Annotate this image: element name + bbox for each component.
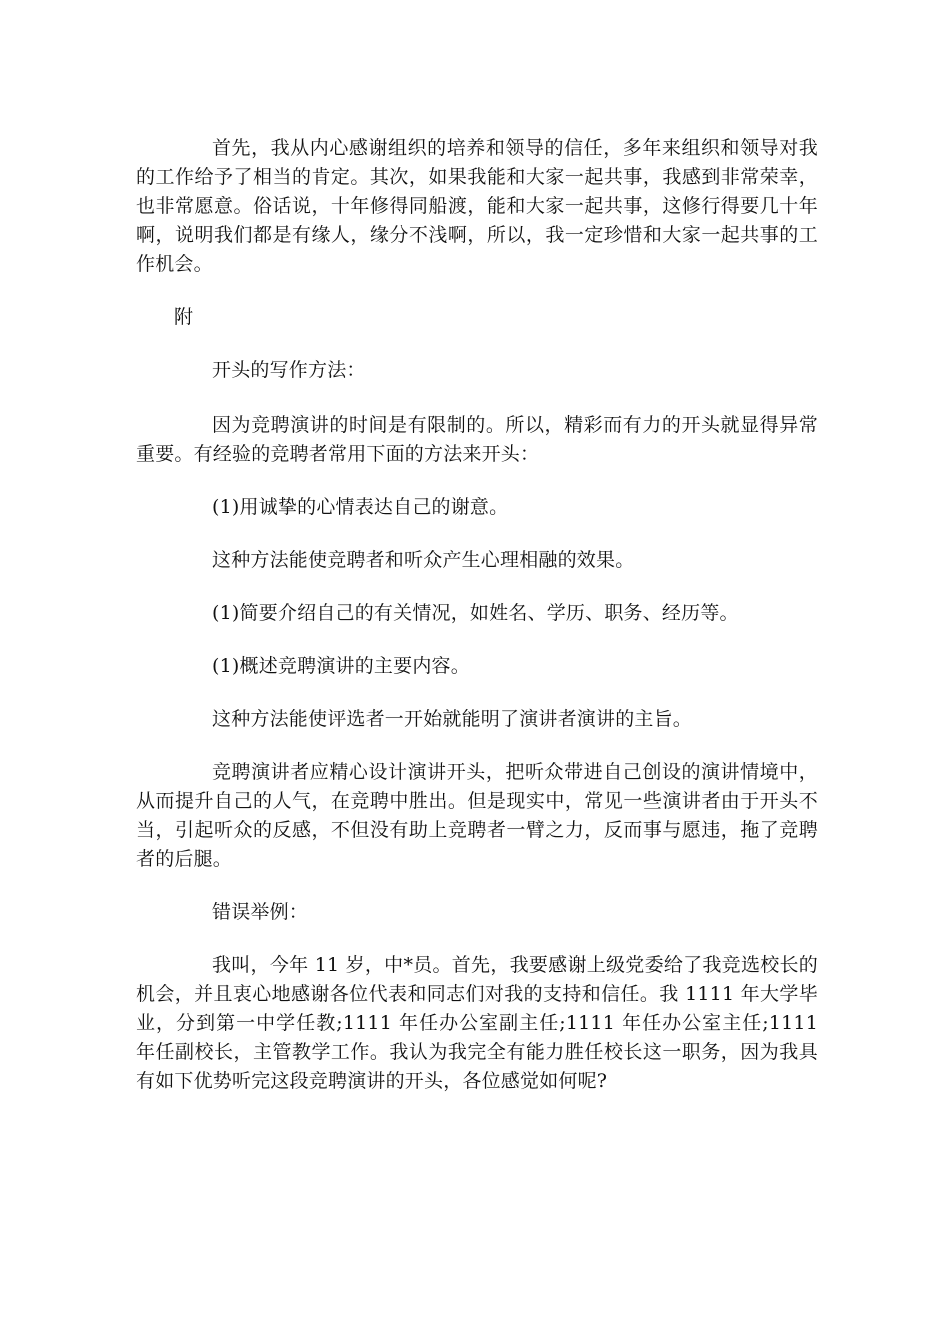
section-heading-opening-methods: 开头的写作方法： [212, 359, 366, 381]
document-page [136, 134, 818, 1096]
paragraph-opening-design-advice: 竞聘演讲者应精心设计演讲开头，把听众带进自己创设的演讲情境中，从而提升自己的人气，在竞聘中胜出。但是现实中，常见一些演讲者由于开头不当，引起听众的反感，不但没有助上竞聘者一臂之力，反而事与愿违，拖了竞聘者的后腿。 [136, 761, 818, 870]
list-item-method-thanks: (1)用诚挚的心情表达自己的谢意。 [212, 496, 509, 518]
list-item-method-introduction: (1)简要介绍自己的有关情况，如姓名、学历、职务、经历等。 [212, 602, 739, 624]
section-heading-error-example: 错误举例： [212, 901, 309, 923]
paragraph-method-thanks-effect: 这种方法能使竞聘者和听众产生心理相融的效果。 [212, 549, 635, 571]
paragraph-gratitude: 首先，我从内心感谢组织的培养和领导的信任，多年来组织和领导对我的工作给予了相当的肯定。其次，如果我能和大家一起共事，我感到非常荣幸，也非常愿意。俗话说，十年修得同船渡，能和大家一起共事，这修行得要几十年啊，说明我们都是有缘人，缘分不浅啊，所以，我一定珍惜和大家一起共事的工作机会。 [136, 137, 818, 275]
paragraph-opening-importance: 因为竞聘演讲的时间是有限制的。所以，精彩而有力的开头就显得异常重要。有经验的竞聘者常用下面的方法来开头： [136, 414, 818, 465]
paragraph-error-example-text: 我叫，今年 11 岁，中*员。首先，我要感谢上级党委给了我竞选校长的机会，并且衷心地感谢各位代表和同志们对我的支持和信任。我 1111 年大学毕业，分到第一中学任教;1111 年任办公室副主任;1111 年任办公室主任;1111 年任副校长，主管教学工作。我认为我完全有能力胜任校长这一职务，因为我具有如下优势听完这段竞聘演讲的开头，各位感觉如何呢? [136, 954, 818, 1092]
list-item-method-summary: (1)概述竞聘演讲的主要内容。 [212, 655, 470, 677]
paragraph-method-summary-effect: 这种方法能使评选者一开始就能明了演讲者演讲的主旨。 [212, 708, 693, 730]
paragraph-appendix-label: 附 [174, 306, 194, 328]
